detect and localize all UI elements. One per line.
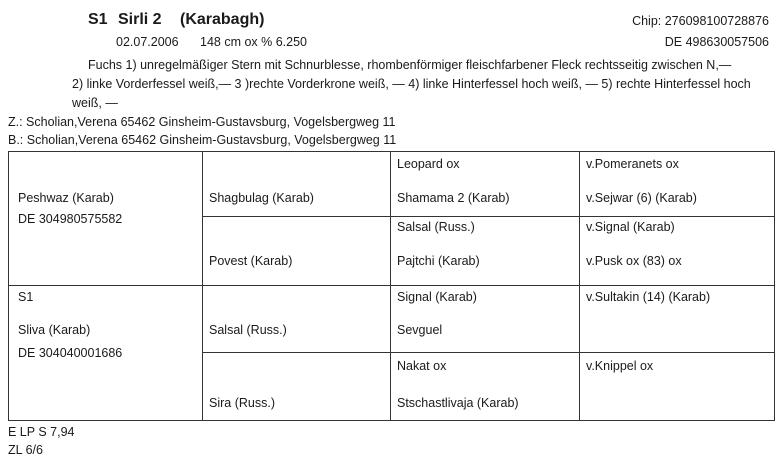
dam-sire: Salsal (Russ.) xyxy=(209,323,287,337)
dam-sire-sire: Signal (Karab) xyxy=(397,290,477,304)
horse-name: Sirli 2 xyxy=(118,11,162,28)
g4-knippel: v.Knippel ox xyxy=(586,359,654,373)
dam-name: Sliva (Karab) xyxy=(18,323,91,337)
ueln-number: DE 498630057506 xyxy=(664,35,769,49)
sire-id: DE 304980575582 xyxy=(18,212,123,226)
zl-score: ZL 6/6 xyxy=(8,443,43,457)
g4-pomeranets: v.Pomeranets ox xyxy=(586,157,679,171)
description-line-3: weiß, — xyxy=(72,96,118,110)
birth-date: 02.07.2006 xyxy=(116,35,179,49)
measurement: 148 cm ox % 6.250 xyxy=(200,35,308,49)
g4-signal: v.Signal (Karab) xyxy=(586,220,675,234)
sire-sire-dam: Shamama 2 (Karab) xyxy=(397,191,510,205)
divider xyxy=(9,285,774,286)
dam-sire-dam: Sevguel xyxy=(397,323,443,337)
sire-sire: Shagbulag (Karab) xyxy=(209,191,314,205)
owner: B.: Scholian,Verena 65462 Ginsheim-Gustavsburg, Vogelsbergweg 11 xyxy=(8,133,397,147)
dam-code: S1 xyxy=(18,290,34,304)
description-line-2: 2) linke Vorderfessel weiß,— 3 )rechte Vorderkrone weiß, — 4) linke Hinterfessel hoch weiß, — 5) rechte Hinterfessel hoch xyxy=(72,77,751,91)
divider xyxy=(202,352,774,353)
chip-number: Chip: 276098100728876 xyxy=(632,14,769,28)
divider xyxy=(202,216,774,217)
dam-dam-sire: Nakat ox xyxy=(397,359,447,373)
horse-code: S1 xyxy=(88,11,108,28)
sire-dam-dam: Pajtchi (Karab) xyxy=(397,254,480,268)
description-line-1: Fuchs 1) unregelmäßiger Stern mit Schnurblesse, rhombenförmiger fleischfarbener Fleck rechtsseitig zwischen N,— xyxy=(88,58,732,72)
divider xyxy=(579,152,580,420)
divider xyxy=(390,152,391,420)
g4-sultakin: v.Sultakin (14) (Karab) xyxy=(586,290,711,304)
sire-sire-sire: Leopard ox xyxy=(397,157,460,171)
dam-dam-dam: Stschastlivaja (Karab) xyxy=(397,396,519,410)
pedigree-table xyxy=(8,151,775,421)
divider xyxy=(202,152,203,420)
g4-pusk: v.Pusk ox (83) ox xyxy=(586,254,682,268)
dam-id: DE 304040001686 xyxy=(18,346,123,360)
sire-dam-sire: Salsal (Russ.) xyxy=(397,220,475,234)
sire-name: Peshwaz (Karab) xyxy=(18,191,114,205)
g4-sejwar: v.Sejwar (6) (Karab) xyxy=(586,191,697,205)
dam-dam: Sira (Russ.) xyxy=(209,396,275,410)
sire-dam: Povest (Karab) xyxy=(209,254,293,268)
breeder: Z.: Scholian,Verena 65462 Ginsheim-Gustavsburg, Vogelsbergweg 11 xyxy=(8,115,396,129)
performance-score: E LP S 7,94 xyxy=(8,425,75,439)
horse-breed: (Karabagh) xyxy=(180,11,265,28)
